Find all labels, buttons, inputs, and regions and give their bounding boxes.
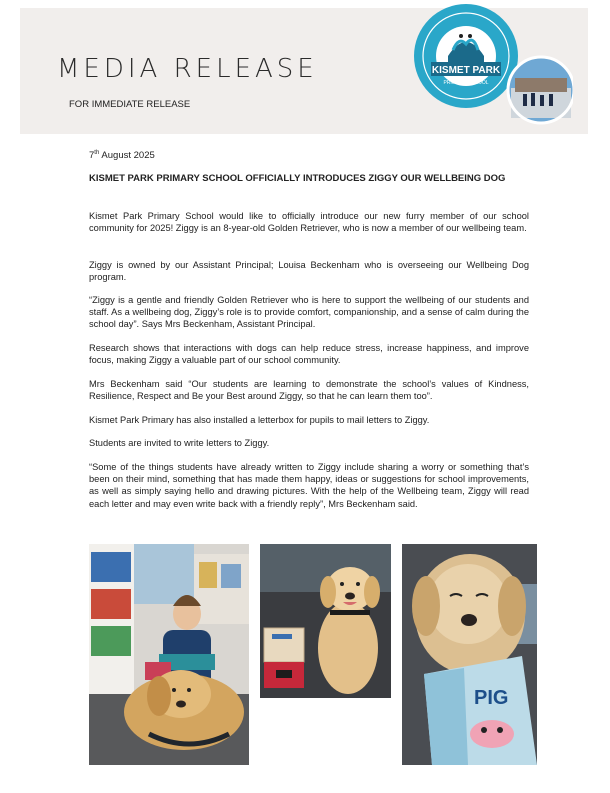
- release-subtitle: FOR IMMEDIATE RELEASE: [69, 99, 191, 110]
- paragraph: Kismet Park Primary has also installed a letterbox for pupils to mail letters to Ziggy.: [89, 415, 430, 425]
- logo-text: KISMET PARK: [431, 65, 501, 76]
- paragraph: Students are invited to write letters to Ziggy.: [89, 438, 270, 448]
- photo-dog-with-letterbox: [260, 544, 391, 698]
- logo-subtext: PRIMARY SCHOOL: [443, 80, 489, 86]
- paragraph: Ziggy is owned by our Assistant Principal; Louisa Beckenham who is overseeing our Wellbeing Dog program.: [89, 260, 529, 283]
- photo-boy-reading-with-dog: [89, 544, 249, 765]
- paragraph: Mrs Beckenham said “Our students are learning to demonstrate the school’s values of Kindness, Resilience, Respect and Be your Best around Ziggy, so that he can learn them too”.: [89, 379, 529, 402]
- book-title: PIG: [474, 687, 509, 709]
- paragraph: Research shows that interactions with dogs can help reduce stress, increase happiness, and improve focus, making Ziggy a valuable part of our school community.: [89, 343, 529, 366]
- headline: KISMET PARK PRIMARY SCHOOL OFFICIALLY INTRODUCES ZIGGY OUR WELLBEING DOG: [89, 173, 506, 184]
- page-title: MEDIA RELEASE: [57, 54, 318, 84]
- paragraph: “Ziggy is a gentle and friendly Golden Retriever who is here to support the wellbeing of our students and staff. As a wellbeing dog, Ziggy’s role is to provide comfort, companionship, and a sense of calm during the school day”. Says Mrs Beckenham, Assistant Principal.: [89, 295, 529, 330]
- school-logo: [403, 0, 573, 126]
- release-date: 7th August 2025: [89, 150, 155, 162]
- paragraph: “Some of the things students have already written to Ziggy include sharing a worry or something that’s been on their mind, something that has made them happy, ideas or suggestions for school improvements, as well as simply saying hello and drawing pictures. With the help of the Wellbeing team, Ziggy will read each letter and may even write back with a friendly reply”, Mrs Beckenham said.: [89, 462, 529, 509]
- paragraph: Kismet Park Primary School would like to officially introduce our new furry member of our school community for 2025! Ziggy is an 8-year-old Golden Retriever, who is now a member of our wellbeing team.: [89, 211, 529, 234]
- photo-dog-with-book: [402, 544, 537, 765]
